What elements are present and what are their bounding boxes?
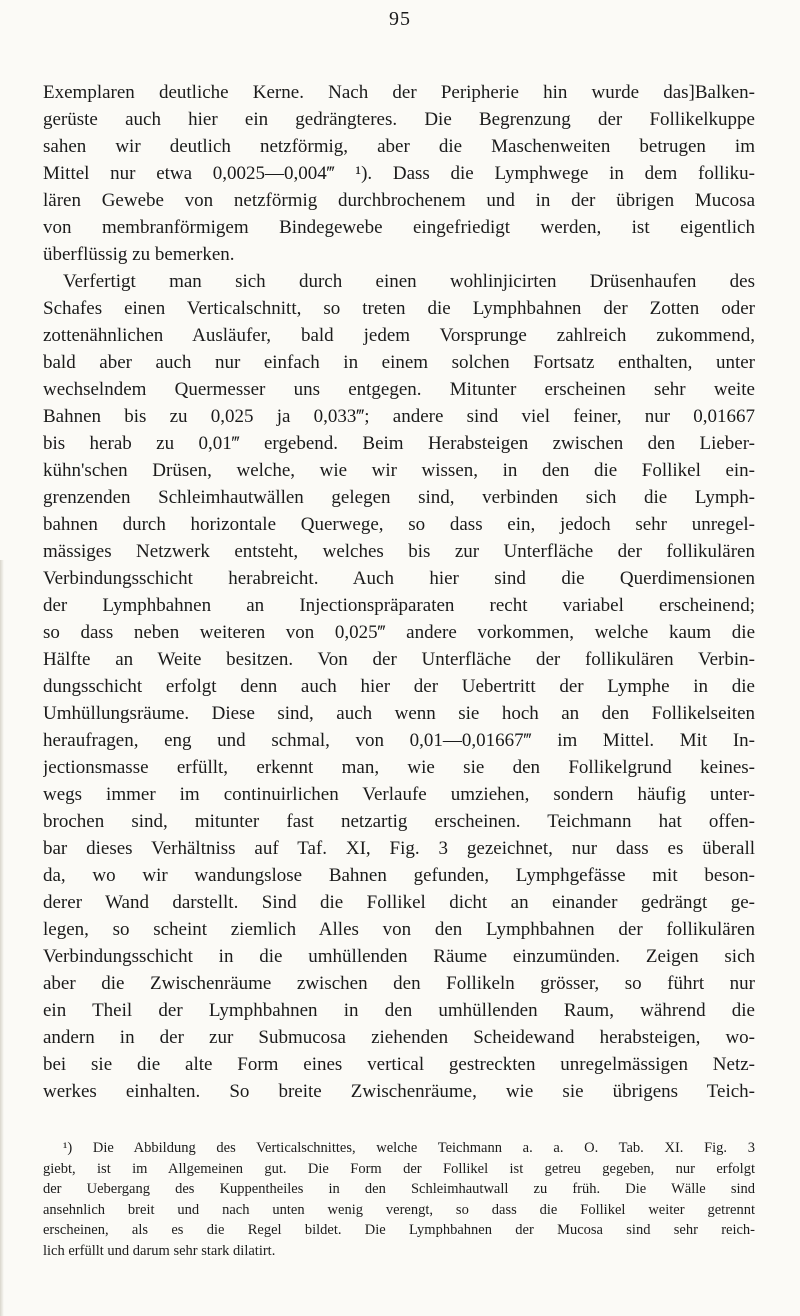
text-line: kühn'schen Drüsen, welche, wie wir wissen, in den die Follikel ein- bbox=[43, 460, 755, 481]
text-line: Schafes einen Verticalschnitt, so treten die Lymphbahnen der Zotten oder bbox=[43, 298, 755, 319]
text-line: Exemplaren deutliche Kerne. Nach der Peripherie hin wurde das]Balken- bbox=[43, 82, 755, 103]
text-line: grenzenden Schleimhautwällen gelegen sind, verbinden sich die Lymph- bbox=[43, 487, 755, 508]
text-line: lären Gewebe von netzförmig durchbrochenem und in der übrigen Mucosa bbox=[43, 190, 755, 211]
text-line: zottenähnlichen Ausläufer, bald jedem Vorsprunge zahlreich zukommend, bbox=[43, 325, 755, 346]
text-line: Verbindungsschicht herabreicht. Auch hier sind die Querdimensionen bbox=[43, 568, 755, 589]
text-line: Hälfte an Weite besitzen. Von der Unterfläche der follikulären Verbin- bbox=[43, 649, 755, 670]
footnotes bbox=[43, 1138, 755, 1261]
footnote-line: der Uebergang des Kuppentheiles in den Schleimhautwall zu früh. Die Wälle sind bbox=[43, 1181, 755, 1197]
text-line: jectionsmasse erfüllt, erkennt man, wie sie den Follikelgrund keines- bbox=[43, 757, 755, 778]
footnote-line: erscheinen, als es die Regel bildet. Die Lymphbahnen der Mucosa sind sehr reich- bbox=[43, 1222, 755, 1238]
text-line: legen, so scheint ziemlich Alles von den Lymphbahnen der follikulären bbox=[43, 919, 755, 940]
text-line: Bahnen bis zu 0,025 ja 0,033‴; andere sind viel feiner, nur 0,01667 bbox=[43, 406, 755, 427]
page-edge-shadow bbox=[0, 560, 4, 1316]
text-line: gerüste auch hier ein gedrängteres. Die Begrenzung der Follikelkuppe bbox=[43, 109, 755, 130]
page-number: 95 bbox=[389, 8, 411, 30]
text-line: andern in der zur Submucosa ziehenden Scheidewand herabsteigen, wo- bbox=[43, 1027, 755, 1048]
text-line: bei sie die alte Form eines vertical gestreckten unregelmässigen Netz- bbox=[43, 1054, 755, 1075]
text-line: überflüssig zu bemerken. bbox=[43, 244, 235, 265]
text-line: mässiges Netzwerk entsteht, welches bis zur Unterfläche der follikulären bbox=[43, 541, 755, 562]
text-line: aber die Zwischenräume zwischen den Follikeln grösser, so führt nur bbox=[43, 973, 755, 994]
text-line: Verbindungsschicht in die umhüllenden Räume einzumünden. Zeigen sich bbox=[43, 946, 755, 967]
text-line: werkes einhalten. So breite Zwischenräume, wie sie übrigens Teich- bbox=[43, 1081, 755, 1102]
text-line: bahnen durch horizontale Querwege, so dass ein, jedoch sehr unregel- bbox=[43, 514, 755, 535]
text-line: ein Theil der Lymphbahnen in den umhüllenden Raum, während die bbox=[43, 1000, 755, 1021]
footnote-line: ¹) Die Abbildung des Verticalschnittes, welche Teichmann a. a. O. Tab. XI. Fig. 3 bbox=[63, 1140, 755, 1156]
text-line: dungsschicht erfolgt denn auch hier der Uebertritt der Lymphe in die bbox=[43, 676, 755, 697]
text-line: da, wo wir wandungslose Bahnen gefunden, Lymphgefässe mit beson- bbox=[43, 865, 755, 886]
footnote-line: ansehnlich breit und nach unten wenig verengt, so dass die Follikel weiter getrennt bbox=[43, 1201, 755, 1218]
text-line: derer Wand darstellt. Sind die Follikel dicht an einander gedrängt ge- bbox=[43, 892, 755, 913]
text-line: der Lymphbahnen an Injectionspräparaten recht variabel erscheinend; bbox=[43, 595, 755, 616]
text-line: bald aber auch nur einfach in einem solchen Fortsatz enthalten, unter bbox=[43, 352, 755, 373]
text-line: bar dieses Verhältniss auf Taf. XI, Fig. 3 gezeichnet, nur dass es überall bbox=[43, 838, 755, 859]
text-line: brochen sind, mitunter fast netzartig erscheinen. Teichmann hat offen- bbox=[43, 811, 755, 832]
text-line: so dass neben weiteren von 0,025‴ andere vorkommen, welche kaum die bbox=[43, 622, 755, 643]
text-line: von membranförmigem Bindegewebe eingefriedigt werden, ist eigentlich bbox=[43, 217, 755, 238]
text-line: Verfertigt man sich durch einen wohlinjicirten Drüsenhaufen des bbox=[63, 271, 755, 292]
main-text bbox=[43, 79, 755, 1105]
text-line: wegs immer im continuirlichen Verlaufe umziehen, sondern häufig unter- bbox=[43, 784, 755, 805]
footnote-line: lich erfüllt und darum sehr stark dilatirt. bbox=[43, 1242, 276, 1259]
text-line: bis herab zu 0,01‴ ergebend. Beim Herabsteigen zwischen den Lieber- bbox=[43, 433, 755, 454]
text-line: Mittel nur etwa 0,0025—0,004‴ ¹). Dass die Lymphwege in dem folliku- bbox=[43, 163, 755, 184]
text-line: wechselndem Quermesser uns entgegen. Mitunter erscheinen sehr weite bbox=[43, 379, 755, 400]
footnote-line: giebt, ist im Allgemeinen gut. Die Form der Follikel ist getreu gegeben, nur erfolgt bbox=[43, 1160, 755, 1177]
text-line: heraufragen, eng und schmal, von 0,01—0,01667‴ im Mittel. Mit In- bbox=[43, 730, 755, 751]
text-line: sahen wir deutlich netzförmig, aber die Maschenweiten betrugen im bbox=[43, 136, 755, 157]
text-line: Umhüllungsräume. Diese sind, auch wenn sie hoch an den Follikelseiten bbox=[43, 703, 755, 724]
